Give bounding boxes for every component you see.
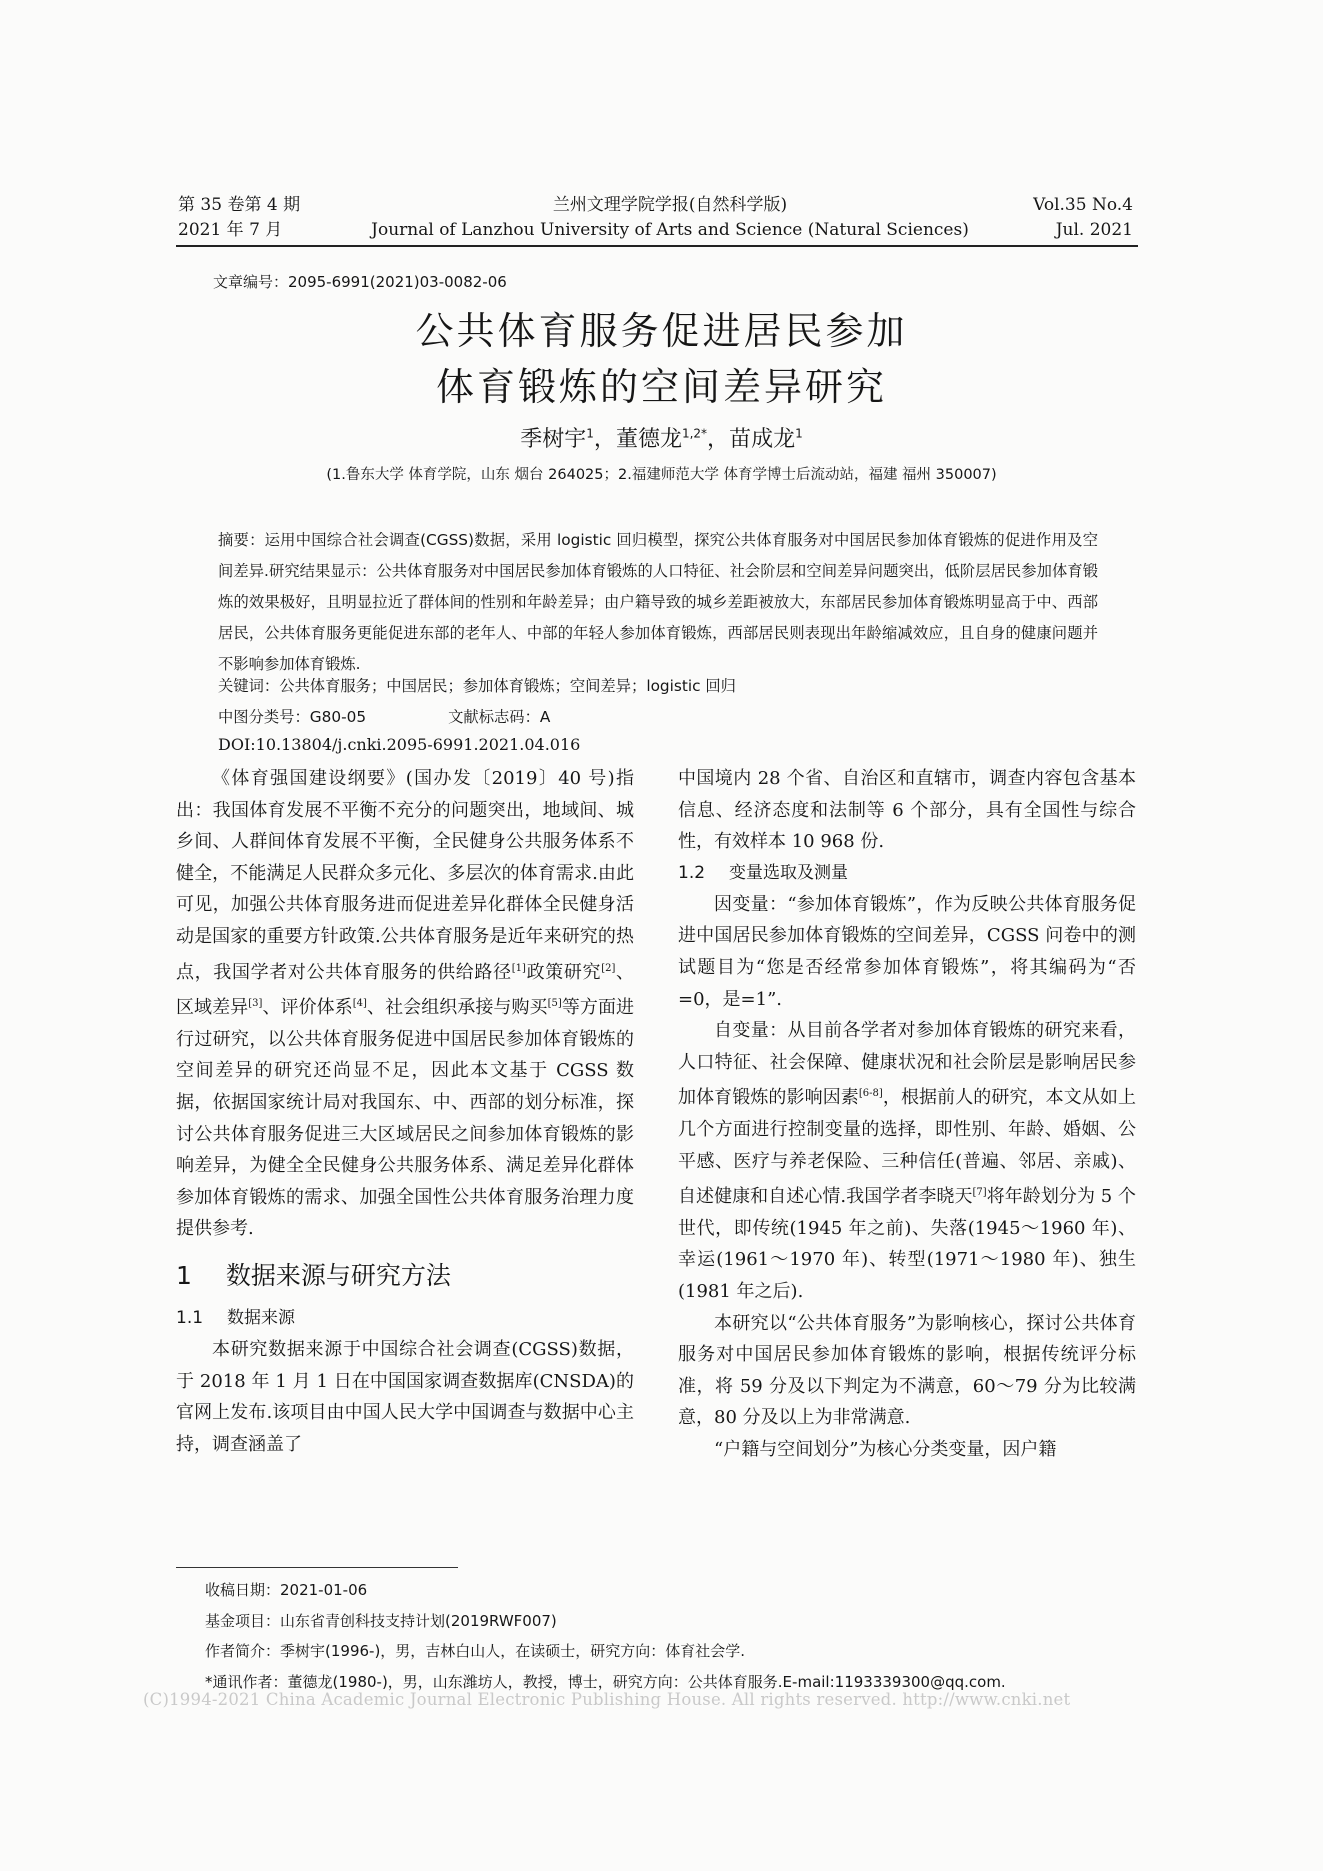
journal-name-en: Journal of Lanzhou University of Arts and Science (Natural Sciences) xyxy=(371,220,969,240)
citation[interactable]: [3] xyxy=(248,998,263,1010)
dependent-variable-paragraph: 因变量：“参加体育锻炼”，作为反映公共体育服务促进中国居民参加体育锻炼的空间差异，CGSS 问卷中的测试题目为“您是否经常参加体育锻炼”，将其编码为“否=0，是=1”. xyxy=(678,893,1136,1010)
affiliations: (1.鲁东大学 体育学院，山东 烟台 264025；2.福建师范大学 体育学博士后流动站，福建 福州 350007) xyxy=(326,467,997,483)
author-separator: ， xyxy=(593,427,616,452)
date-en: Jul. 2021 xyxy=(1055,220,1133,240)
data-source-paragraph: 本研究数据来源于中国综合社会调查(CGSS)数据，于 2018 年 1 月 1 日在中国国家调查数据库(CNSDA)的官网上发布.该项目由中国人民大学中国调查与数据中心主持，调查涵盖了 xyxy=(176,1338,634,1455)
author-list xyxy=(0,422,1323,453)
citation[interactable]: [5] xyxy=(547,998,562,1010)
citation[interactable]: [6-8] xyxy=(858,1088,883,1100)
received-date: 收稿日期：2021-01-06 xyxy=(205,1581,368,1599)
citation[interactable]: [2] xyxy=(601,962,616,974)
author-affil-mark: 1,2* xyxy=(681,426,708,441)
left-column xyxy=(176,763,634,1460)
doi: DOI:10.13804/j.cnki.2095-6991.2021.04.016 xyxy=(218,735,581,754)
corresponding-author: *通讯作者：董德龙(1980-)，男，山东潍坊人，教授，博士，研究方向：公共体育服务.E-mail:1193339300@qq.com. xyxy=(205,1673,1006,1691)
right-column xyxy=(678,763,1136,1465)
section-heading-1: 1 数据来源与研究方法 xyxy=(176,1260,451,1290)
author-bio: 作者简介：季树宇(1996-)，男，吉林白山人，在读硕士，研究方向：体育社会学. xyxy=(205,1642,746,1660)
title-line-1: 公共体育服务促进居民参加 xyxy=(415,309,908,353)
header-center xyxy=(360,193,980,243)
journal-name-cn: 兰州文理学院学报(自然科学版) xyxy=(552,195,788,215)
intro-paragraph: 《体育强国建设纲要》(国办发〔2019〕40 号)指出：我国体育发展不平衡不充分的问题突出，地域间、城乡间、人群间体育发展不平衡，全民健身公共服务体系不健全，不能满足人民群众多元化、多层次的体育需求.由此可见，加强公共体育服务进而促进差异化群体全民健身活动是国家的重要方针政策.公共体育服务是近年来研究的热点，我国学者对公共体育服务的供给路径[1]政策研究[2]、区域差异[3]、评价体系[4]、社会组织承接与购买[5]等方面进行过研究，以公共体育服务促进中国居民参加体育锻炼的空间差异的研究还尚显不足，因此本文基于 CGSS 数据，依据国家统计局对我国东、中、西部的划分标准，探讨公共体育服务促进三大区域居民之间参加体育锻炼的影响差异，为健全全民健身公共服务体系、满足差异化群体参加体育锻炼的需求、加强全国性公共体育服务治理力度提供参考. xyxy=(176,768,635,1240)
footnote-rule xyxy=(176,1567,458,1568)
keywords: 关键词：公共体育服务；中国居民；参加体育锻炼；空间差异；logistic 回归 xyxy=(218,677,736,695)
volume-en: Vol.35 No.4 xyxy=(1033,195,1133,215)
issue-date: 2021 年 7 月 xyxy=(178,220,283,240)
author-name: 苗成龙 xyxy=(729,427,796,452)
paper-title xyxy=(0,303,1323,415)
title-line-2: 体育锻炼的空间差异研究 xyxy=(435,365,887,409)
data-source-continued: 中国境内 28 个省、自治区和直辖市，调查内容包含基本信息、经济态度和法制等 6 个部分，具有全国性与综合性，有效样本 10 968 份. xyxy=(678,768,1136,853)
author-affil-mark: 1 xyxy=(795,426,803,441)
document-code: 文献标志码：A xyxy=(448,708,551,726)
fund-info: 基金项目：山东省青创科技支持计划(2019RWF007) xyxy=(205,1612,557,1630)
author-name: 董德龙 xyxy=(615,427,682,452)
header-left xyxy=(178,193,300,243)
author-affil-mark: 1 xyxy=(586,426,594,441)
copyright-watermark: (C)1994-2021 China Academic Journal Electronic Publishing House. All rights reserved. http://www.cnki.net xyxy=(143,1690,1071,1709)
independent-variable-paragraph: 自变量：从目前各学者对参加体育锻炼的研究来看，人口特征、社会保障、健康状况和社会阶层是影响居民参加体育锻炼的影响因素[6-8]，根据前人的研究，本文从如上几个方面进行控制变量的选择，即性别、年龄、婚姻、公平感、医疗与养老保险、三种信任(普遍、邻居、亲戚)、自述健康和自述心情.我国学者李晓天[7]将年龄划分为 5 个世代，即传统(1945 年之前)、失落(1945～1960 年)、幸运(1961～1970 年)、转型(1971～1980 年)、独生(1981 年之后). xyxy=(678,1020,1137,1302)
header-rule xyxy=(176,245,1138,247)
classification-line xyxy=(218,705,550,727)
citation[interactable]: [7] xyxy=(972,1187,987,1199)
section-heading-1-1: 1.1 数据来源 xyxy=(176,1307,296,1328)
citation[interactable]: [4] xyxy=(352,998,367,1010)
author-name: 季树宇 xyxy=(520,427,587,452)
section-heading-1-2: 1.2 变量选取及测量 xyxy=(678,862,849,883)
classification-variable-paragraph: “户籍与空间划分”为核心分类变量，因户籍 xyxy=(714,1438,1057,1460)
citation[interactable]: [1] xyxy=(511,962,526,974)
volume-issue: 第 35 卷第 4 期 xyxy=(178,195,301,215)
abstract: 摘要：运用中国综合社会调查(CGSS)数据，采用 logistic 回归模型，探究公共体育服务对中国居民参加体育锻炼的促进作用及空间差异.研究结果显示：公共体育服务对中国居民参加体育锻炼的人口特征、社会阶层和空间差异问题突出，低阶层居民参加体育锻炼的效果极好，且明显拉近了群体间的性别和年龄差异；由户籍导致的城乡差距被放大，东部居民参加体育锻炼明显高于中、西部居民，公共体育服务更能促进东部的老年人、中部的年轻人参加体育锻炼，西部居民则表现出年龄缩减效应，且自身的健康问题并不影响参加体育锻炼. xyxy=(218,531,1098,673)
header-right xyxy=(1033,193,1133,243)
author-separator: ， xyxy=(707,427,730,452)
clc-number: 中图分类号：G80-05 xyxy=(218,708,367,726)
core-variable-paragraph: 本研究以“公共体育服务”为影响核心，探讨公共体育服务对中国居民参加体育锻炼的影响，根据传统评分标准，将 59 分及以下判定为不满意，60～79 分为比较满意，80 分及以上为非常满意. xyxy=(678,1312,1136,1429)
article-number: 文章编号：2095-6991(2021)03-0082-06 xyxy=(213,273,507,291)
